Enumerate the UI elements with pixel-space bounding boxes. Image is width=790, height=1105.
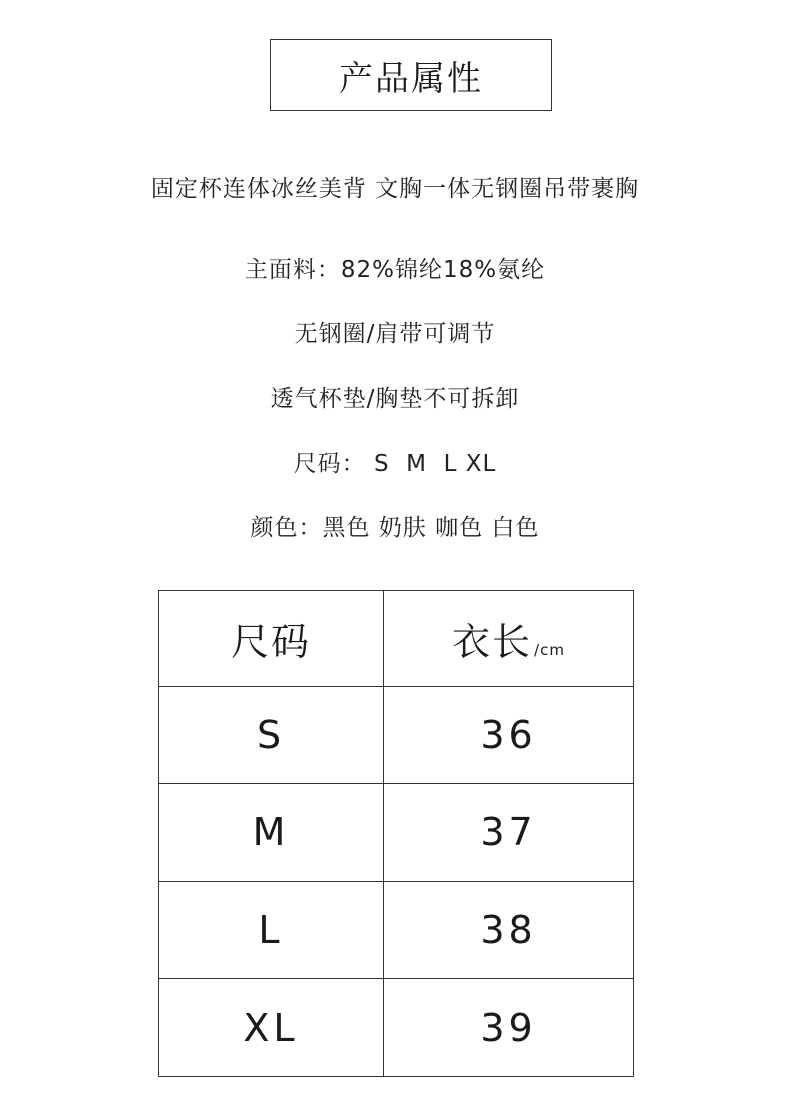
cell-length: 36 (384, 686, 634, 784)
table-header-row (159, 591, 634, 687)
header-length-unit: /cm (534, 640, 565, 659)
header-size-label: 尺码 (230, 619, 311, 664)
size-chart-table (158, 590, 634, 1077)
table-row (159, 686, 634, 784)
cup-pad-line: 透气杯垫/胸垫不可拆卸 (270, 386, 520, 412)
sizes-line: 尺码： S M L XL (293, 451, 497, 477)
underwire-strap-line: 无钢圈/肩带可调节 (294, 321, 496, 347)
header-length (384, 591, 634, 687)
header-length-label: 衣长 (452, 619, 533, 664)
cell-size: M (159, 784, 384, 882)
table-row (159, 979, 634, 1077)
cell-size: XL (159, 979, 384, 1077)
colors-line: 颜色：黑色 奶肤 咖色 白色 (250, 515, 540, 541)
section-title: 产品属性 (270, 39, 552, 111)
cell-size: L (159, 881, 384, 979)
cell-length: 39 (384, 979, 634, 1077)
material-line: 主面料：82%锦纶18%氨纶 (244, 257, 546, 283)
product-name-line: 固定杯连体冰丝美背 文胸一体无钢圈吊带裹胸 (150, 176, 640, 202)
table-row (159, 881, 634, 979)
cell-size: S (159, 686, 384, 784)
table-row (159, 784, 634, 882)
header-size (159, 591, 384, 687)
cell-length: 38 (384, 881, 634, 979)
cell-length: 37 (384, 784, 634, 882)
